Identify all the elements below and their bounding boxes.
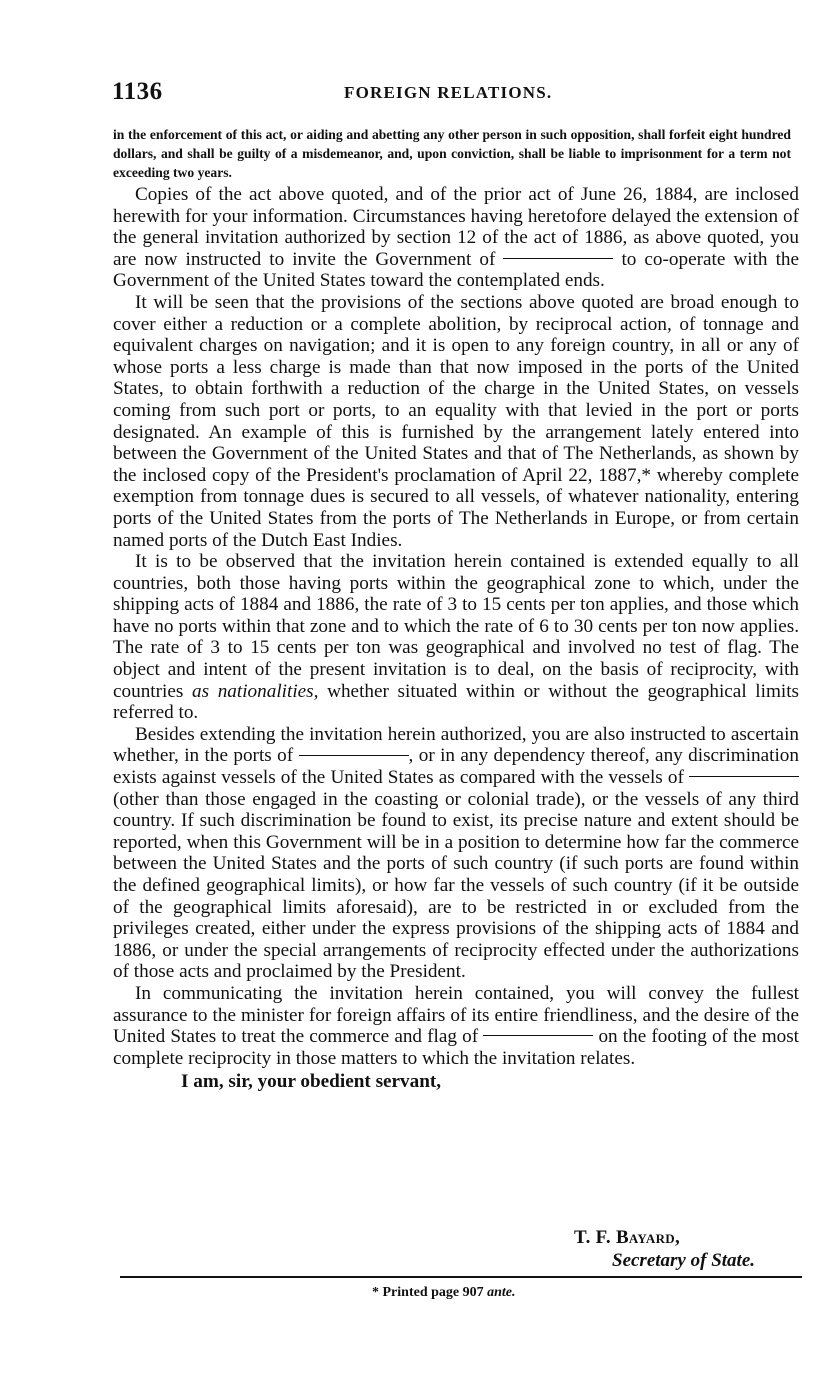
signature [574, 1227, 680, 1249]
footnote [372, 1285, 516, 1301]
paragraph-text: Copies of the act above quoted, and of the prior act of June 26, 1884, are inclosed herewith for your information. Circumstances having heretofore delayed the extension of the general invitation authorized by section 12 of the act of 1886, as above quoted, you are now instructed to invite the Government of [113, 184, 799, 270]
italic-phrase: as nationalities, [192, 680, 319, 702]
footnote-italic: ante. [487, 1285, 516, 1300]
blank-line [299, 754, 409, 756]
paragraph-text: It is to be observed that the invitation herein contained is extended equally to all countries, both those having ports within the geographical zone to which, under the shipping acts of 1884 and 1886, the rate of 3 to 15 cents per ton applies, and those which have no ports within that zone and to which the rate of 6 to 30 cents per ton now applies. The rate of 3 to 15 cents per ton was geographical and involved no test of flag. The object and intent of the present invitation is to deal, on the basis of reciprocity, with countries [113, 551, 799, 702]
letter-body [113, 184, 799, 1093]
signature-initials: T. F. [574, 1227, 611, 1248]
paragraph-text: , or in any dependency thereof, any discrimination exists against vessels of the United States as compared with the vessels of [113, 745, 799, 789]
paragraph-text: on the footing of the most complete reciprocity in those matters to which the invitation relates. [113, 1026, 800, 1069]
paragraph-communicating [113, 983, 799, 1069]
paragraph-text: Besides extending the invitation herein authorized, you are also instructed to ascertain whether, in the ports of [113, 723, 799, 767]
footnote-rule [120, 1276, 802, 1278]
page-header [112, 78, 802, 108]
blank-line [503, 257, 613, 259]
paragraph-invitation-scope [113, 551, 799, 724]
blank-line [689, 775, 799, 777]
paragraph-text: to co-operate with the Government of the United States toward the contemplated ends. [113, 248, 800, 292]
closing-line: I am, sir, your obedient servant, [181, 1071, 442, 1093]
paragraph-text: (other than those engaged in the coasting or colonial trade), or the vessels of any third country. If such discrimination be found to exist, its precise nature and extent should be reported, when this Government will be in a position to determine how far the commerce between the United States and the ports of such country (if such ports are found within the defined geographical limits), or how far the vessels of such country (if it be outside of the geographical limits aforesaid), are to be restricted in or excluded from the privileges created, either under the express provisions of the shipping acts of 1884 and 1886, or under the special arrangements of reciprocity effected under the authorizations of those acts and proclaimed by the President. [113, 788, 799, 983]
paragraph-provisions [113, 292, 799, 551]
quoted-statute-text: in the enforcement of this act, or aiding and abetting any other person in such opposition, shall forfeit eight hundred dollars, and shall be guilty of a misdemeanor, and, upon conviction, shall be liable to imprisonment for a term not exceeding two years. [113, 127, 791, 180]
paragraph-discrimination [113, 724, 799, 983]
blank-line [483, 1034, 593, 1036]
running-title: FOREIGN RELATIONS. [344, 83, 553, 102]
paragraph-text: In communicating the invitation herein contained, you will convey the fullest assurance to the minister for foreign affairs of its entire friendliness, and the desire of the United States to treat the commerce and flag of [113, 982, 799, 1048]
paragraph-text: whether situated within or without the geographical limits referred to. [113, 680, 800, 724]
signature-title: Secretary of State. [612, 1250, 756, 1271]
paragraph-text: It will be seen that the provisions of the sections above quoted are broad enough to cover either a reduction or a complete abolition, by reciprocal action, of tonnage and equivalent charges on navigation; and it is open to any foreign country, in all or any of whose ports a less charge is made than that now imposed in the ports of the United States, to obtain forthwith a reduction of the charge in the United States, on vessels coming from such port or ports, to an equality with that levied in the port or ports designated. An example of this is furnished by the arrangement lately entered into between the Government of the United States and that of The Netherlands, as shown by the inclosed copy of the President's proclamation of April 22, 1887,* whereby complete exemption from tonnage dues is secured to all vessels, of whatever nationality, entering ports of the United States from the ports of The Netherlands in Europe, or from certain named ports of the Dutch East Indies. [113, 291, 799, 551]
footnote-text: * Printed page 907 [372, 1285, 484, 1300]
signature-surname: Bayard, [615, 1227, 681, 1248]
paragraph-copies [113, 184, 799, 292]
page-number: 1136 [112, 78, 163, 105]
